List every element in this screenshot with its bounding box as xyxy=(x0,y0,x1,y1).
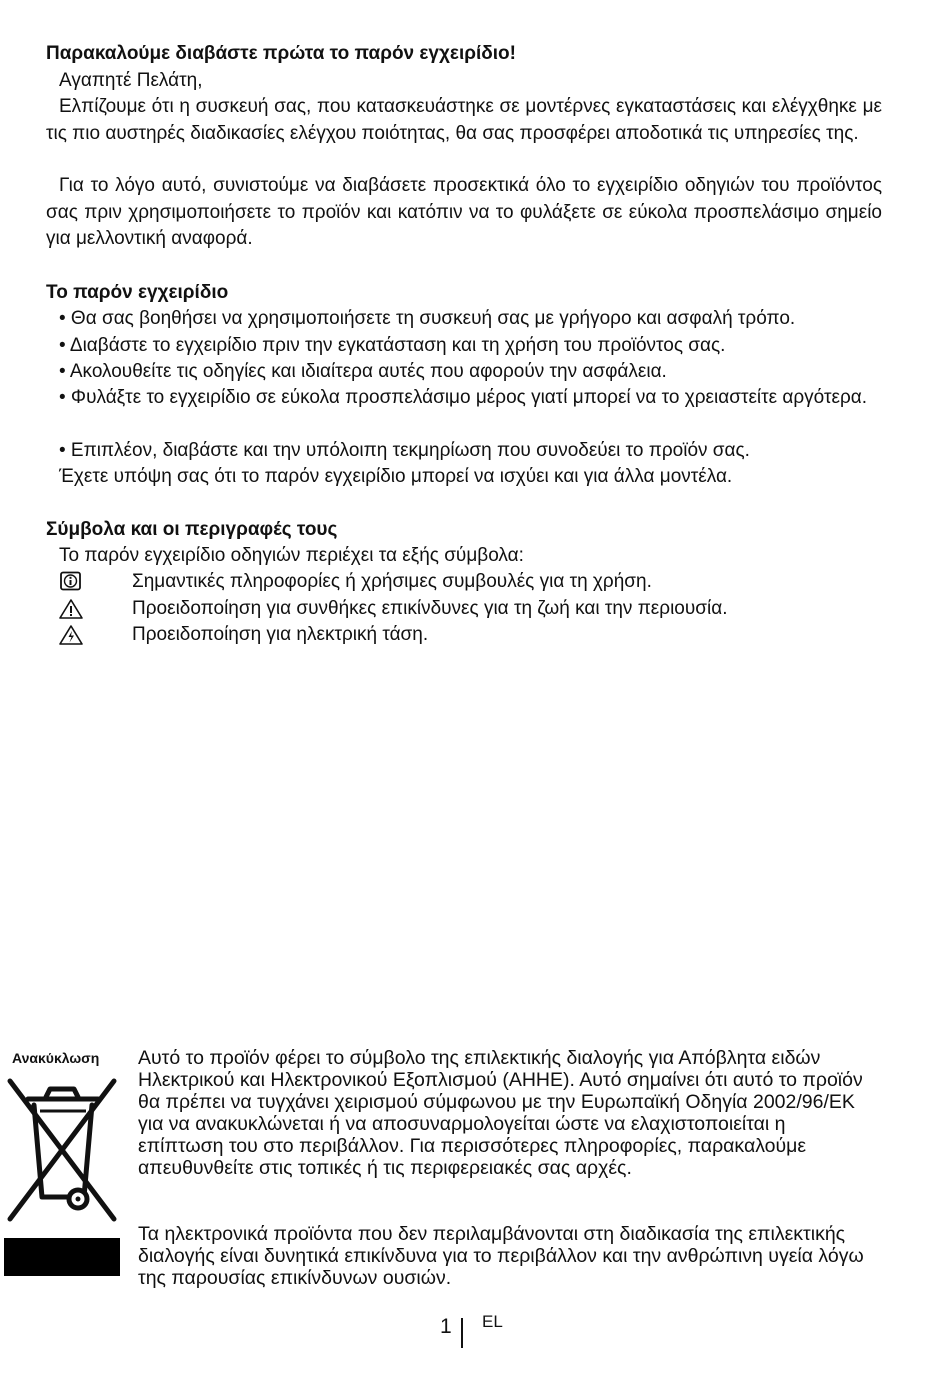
recycling-paragraph-1 xyxy=(138,1047,868,1179)
info-icon xyxy=(58,571,84,593)
manual-note: Έχετε υπόψη σας ότι το παρόν εγχειρίδιο μπορεί να ισχύει και για άλλα μοντέλα. xyxy=(59,466,733,487)
manual-bullet: • Επιπλέον, διαβάστε και την υπόλοιπη τεκμηρίωση που συνοδεύει το προϊόν σας. xyxy=(59,440,750,461)
intro-paragraph-1: Ελπίζουμε ότι η συσκευή σας, που κατασκευάστηκε σε μοντέρνες εγκαταστάσεις και ελέγχθηκε με τις πιο αυστηρές διαδικασίες ελέγχου ποιότητας, θα σας προσφέρει αποδοτικά τις υπηρεσίες της. xyxy=(46,96,882,144)
manual-bullet: • Φυλάξτε το εγχειρίδιο σε εύκολα προσπελάσιμο μέρος γιατί μπορεί να το χρειαστείτε αργότερα. xyxy=(59,387,868,408)
symbol-description: Σημαντικές πληροφορίες ή χρήσιμες συμβουλές για τη χρήση. xyxy=(132,571,652,592)
symbol-row-warning xyxy=(58,596,898,622)
manual-bullet: • Διαβάστε το εγχειρίδιο πριν την εγκατάσταση και τη χρήση του προϊόντος σας. xyxy=(59,335,726,356)
symbol-description: Προειδοποίηση για ηλεκτρική τάση. xyxy=(132,624,429,645)
recycling-text: Αυτό το προϊόν φέρει το σύμβολο της επιλεκτικής διαλογής για Απόβλητα ειδών Ηλεκτρικού και Ηλεκτρονικού Εξοπλισμού (ΑΗΗΕ). Αυτό σημαίνει ότι αυτό το προϊόν θα πρέπει να τυγχάνει χειρισμού σύμφωνου με την Ευρωπαϊκή Οδηγία 2002/96/ΕΚ για να ανακυκλώνεται ή να αποσυναρμολογείται ώστε να ελαχιστοποιείται η επίπτωση του στο περιβάλλον. Για περισσότερες πληροφορίες, παρακαλούμε απευθυνθείτε στις τοπικές ή τις περιφερειακές σας αρχές. xyxy=(138,1047,863,1179)
manual-section-title: Το παρόν εγχειρίδιο xyxy=(46,282,229,303)
electric-warning-icon xyxy=(58,624,84,646)
footer-divider xyxy=(461,1318,463,1348)
symbols-section-title: Σύμβολα και οι περιγραφές τους xyxy=(46,519,338,540)
symbol-row-electric xyxy=(58,622,898,648)
symbol-description: Προειδοποίηση για συνθήκες επικίνδυνες για τη ζωή και την περιουσία. xyxy=(132,598,728,619)
manual-bullet: • Θα σας βοηθήσει να χρησιμοποιήσετε τη συσκευή σας με γρήγορο και ασφαλή τρόπο. xyxy=(59,308,796,329)
warning-icon xyxy=(58,598,84,620)
weee-black-bar xyxy=(4,1238,120,1276)
intro-paragraph-2: Για το λόγο αυτό, συνιστούμε να διαβάσετε προσεκτικά όλο το εγχειρίδιο οδηγιών του προϊόντος σας πριν χρησιμοποιήσετε το προϊόν και κατόπιν να το φυλάξετε σε εύκολα προσπελάσιμο σημείο για μελλοντική αναφορά. xyxy=(46,175,882,249)
page-number: 1 xyxy=(440,1315,452,1338)
symbols-intro: Το παρόν εγχειρίδιο οδηγιών περιέχει τα εξής σύμβολα: xyxy=(59,545,524,566)
manual-bullet: • Ακολουθείτε τις οδηγίες και ιδιαίτερα αυτές που αφορούν την ασφάλεια. xyxy=(59,361,667,382)
language-code: EL xyxy=(482,1312,503,1331)
recycling-text: Τα ηλεκτρονικά προϊόντα που δεν περιλαμβάνονται στη διαδικασία της επιλεκτικής διαλογής είναι δυνητικά επικίνδυνα για το περιβάλλον και την ανθρώπινη υγεία λόγω της παρουσίας επικίνδυνων ουσιών. xyxy=(138,1223,864,1289)
crossed-bin-icon xyxy=(6,1075,118,1225)
greeting: Αγαπητέ Πελάτη, xyxy=(59,70,203,91)
recycling-label: Ανακύκλωση xyxy=(12,1050,100,1066)
symbol-row-info xyxy=(58,569,898,595)
intro-title: Παρακαλούμε διαβάστε πρώτα το παρόν εγχειρίδιο! xyxy=(46,43,516,64)
recycling-paragraph-2 xyxy=(138,1223,868,1289)
